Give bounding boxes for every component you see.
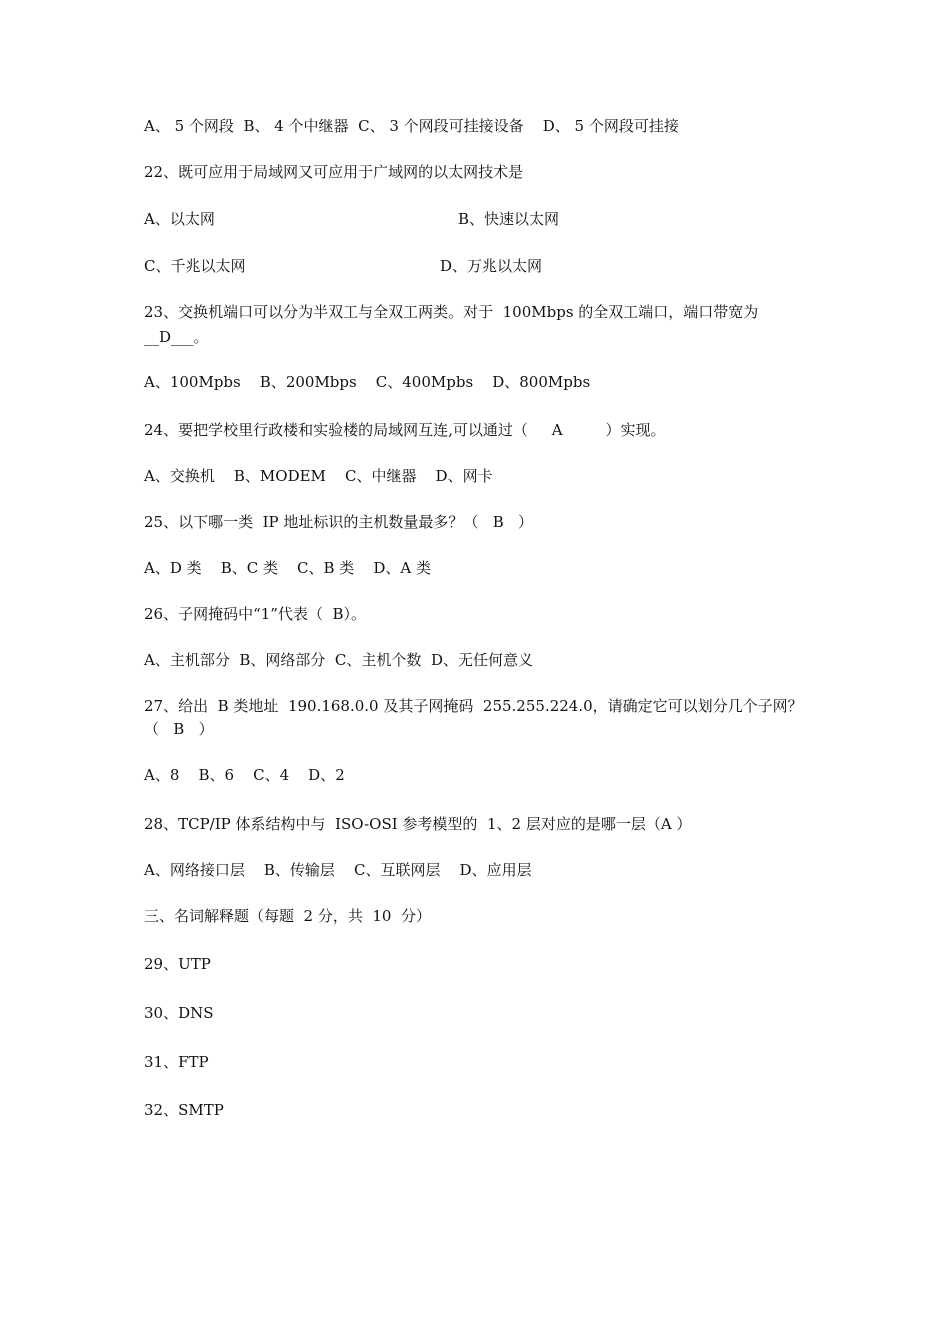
q24-options: A、交换机 B、MODEM C、中继器 D、网卡	[144, 467, 493, 485]
term-item: 30、DNS	[144, 1004, 214, 1022]
term-item: 32、SMTP	[144, 1101, 224, 1119]
section3-heading: 三、名词解释题（每题 2 分，共 10 分）	[144, 907, 432, 925]
q22-option-d: D、万兆以太网	[440, 257, 543, 275]
term-item: 29、UTP	[144, 955, 211, 973]
q22-option-a: A、以太网	[144, 210, 215, 228]
q23-question-line1: 23、交换机端口可以分为半双工与全双工两类。对于 100Mbps 的全双工端口，端口带宽为	[144, 303, 759, 321]
q21-options: A、 5 个网段 B、 4 个中继器 C、 3 个网段可挂接设备 D、 5 个网段可挂接	[144, 117, 679, 135]
q26-options: A、主机部分 B、网络部分 C、主机个数 D、无任何意义	[144, 651, 533, 669]
q28-question: 28、TCP/IP 体系结构中与 ISO-OSI 参考模型的 1、2 层对应的是哪一层（A ）	[144, 815, 692, 833]
q23-options: A、100Mpbs B、200Mbps C、400Mpbs D、800Mpbs	[144, 373, 591, 391]
q26-question: 26、子网掩码中“1”代表（ B）。	[144, 605, 367, 623]
q27-question-line1: 27、给出 B 类地址 190.168.0.0 及其子网掩码 255.255.224.0，请确定它可以划分几个子网？	[144, 697, 803, 715]
q25-question: 25、以下哪一类 IP 地址标识的主机数量最多？（ B ）	[144, 513, 534, 531]
q27-question-line2: （ B ）	[144, 720, 214, 738]
q23-question-line2: __D___。	[144, 328, 209, 346]
term-item: 31、FTP	[144, 1053, 209, 1071]
q25-options: A、D 类 B、C 类 C、B 类 D、A 类	[144, 559, 432, 577]
q22-question: 22、既可应用于局域网又可应用于广域网的以太网技术是	[144, 163, 524, 181]
q28-options: A、网络接口层 B、传输层 C、互联网层 D、应用层	[144, 861, 532, 879]
q22-option-c: C、千兆以太网	[144, 257, 246, 275]
q22-option-b: B、快速以太网	[458, 210, 560, 228]
q27-options: A、8 B、6 C、4 D、2	[144, 766, 345, 784]
q24-question: 24、要把学校里行政楼和实验楼的局域网互连,可以通过（ A ）实现。	[144, 421, 666, 439]
